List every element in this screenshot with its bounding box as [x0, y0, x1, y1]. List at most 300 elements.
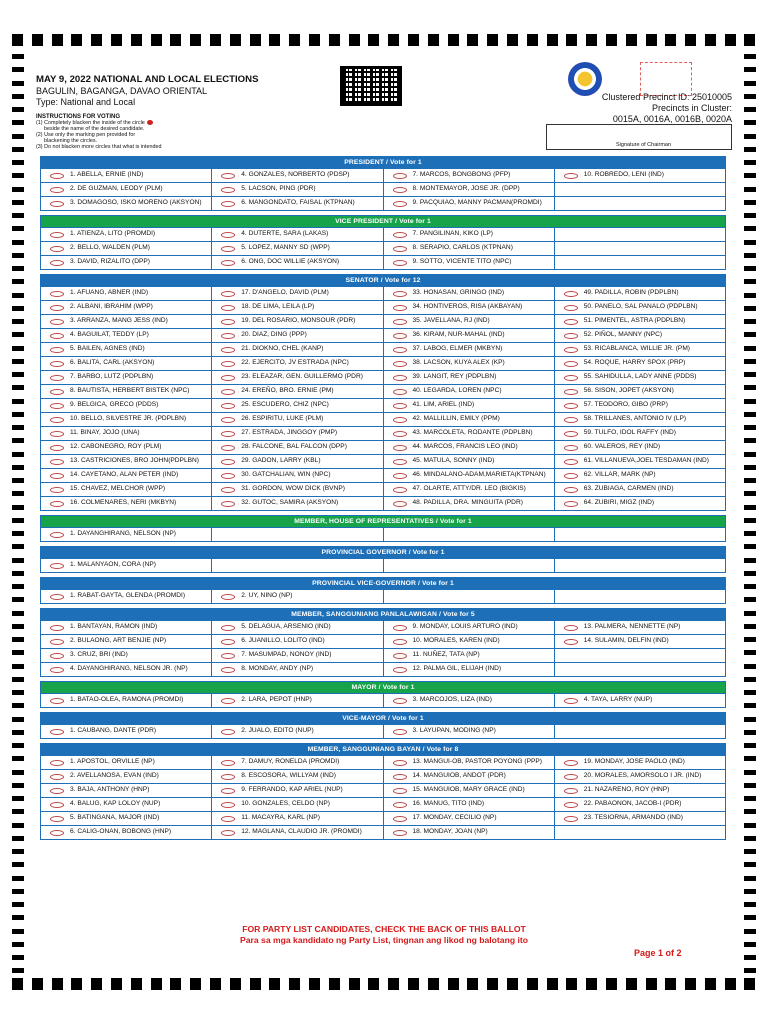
- timing-mark: [744, 293, 756, 298]
- timing-mark: [586, 34, 597, 46]
- vote-oval[interactable]: [50, 375, 64, 381]
- timing-mark: [744, 306, 756, 311]
- vote-oval[interactable]: [564, 347, 578, 353]
- vote-oval[interactable]: [393, 403, 407, 409]
- vote-oval[interactable]: [393, 291, 407, 297]
- vote-oval[interactable]: [393, 625, 407, 631]
- timing-mark: [685, 34, 696, 46]
- vote-oval[interactable]: [564, 333, 578, 339]
- vote-oval[interactable]: [564, 802, 578, 808]
- candidate-name: 1. DAYANGHIRANG, NELSON (NP): [70, 530, 177, 538]
- precinct-info: [512, 92, 732, 125]
- vote-oval[interactable]: [50, 201, 64, 207]
- candidate-cell: [554, 343, 725, 356]
- timing-mark: [744, 253, 756, 258]
- candidate-name: 4. BALUG, KAP LOLOY (NUP): [70, 800, 161, 808]
- timing-mark: [12, 253, 24, 258]
- vote-oval[interactable]: [50, 173, 64, 179]
- vote-oval[interactable]: [221, 333, 235, 339]
- candidate-name: 4. GONZALES, NORBERTO (PDSP): [241, 171, 350, 179]
- vote-oval[interactable]: [564, 473, 578, 479]
- timing-mark: [744, 412, 756, 417]
- vote-oval[interactable]: [50, 333, 64, 339]
- vote-oval[interactable]: [564, 788, 578, 794]
- vote-oval[interactable]: [50, 232, 64, 238]
- candidate-name: 25. ESCUDERO, CHIZ (NPC): [241, 401, 329, 409]
- candidate-name: 6. CALIG-ONAN, BOBONG (HNP): [70, 828, 172, 836]
- vote-oval[interactable]: [221, 347, 235, 353]
- vote-oval[interactable]: [393, 201, 407, 207]
- vote-oval[interactable]: [564, 445, 578, 451]
- timing-mark: [12, 478, 24, 483]
- vote-oval[interactable]: [564, 816, 578, 822]
- vote-oval[interactable]: [393, 788, 407, 794]
- vote-oval[interactable]: [564, 774, 578, 780]
- candidate-cell: [41, 301, 211, 314]
- vote-oval[interactable]: [221, 173, 235, 179]
- vote-oval[interactable]: [393, 698, 407, 704]
- timing-mark: [12, 319, 24, 324]
- vote-oval[interactable]: [50, 487, 64, 493]
- timing-mark: [111, 34, 122, 46]
- timing-mark: [368, 34, 379, 46]
- candidate-row: [41, 168, 725, 182]
- vote-oval[interactable]: [221, 667, 235, 673]
- timing-mark: [309, 978, 320, 990]
- timing-mark: [507, 978, 518, 990]
- vote-oval[interactable]: [50, 774, 64, 780]
- timing-mark: [725, 34, 736, 46]
- vote-oval[interactable]: [564, 319, 578, 325]
- candidate-name: 37. LABOG, ELMER (MKBYN): [412, 345, 503, 353]
- timing-mark: [744, 240, 756, 245]
- vote-oval[interactable]: [221, 232, 235, 238]
- candidate-name: 42. MALLILLIN, EMILY (PPM): [412, 415, 500, 423]
- vote-oval[interactable]: [393, 445, 407, 451]
- timing-mark: [12, 809, 24, 814]
- candidate-cell: [41, 441, 211, 454]
- empty-cell: [554, 649, 725, 662]
- vote-oval[interactable]: [221, 625, 235, 631]
- empty-cell: [554, 256, 725, 269]
- vote-oval[interactable]: [221, 501, 235, 507]
- ballot-body: [40, 156, 726, 844]
- vote-oval[interactable]: [564, 417, 578, 423]
- vote-oval[interactable]: [50, 501, 64, 507]
- timing-mark: [12, 862, 24, 867]
- candidate-name: 1. APOSTOL, ORVILLE (NP): [70, 758, 155, 766]
- timing-mark: [210, 34, 221, 46]
- candidate-row: [41, 527, 725, 541]
- candidate-cell: [554, 427, 725, 440]
- candidate-name: 10. BELLO, SILVESTRE JR. (PDPLBN): [70, 415, 187, 423]
- vote-oval[interactable]: [50, 788, 64, 794]
- timing-mark: [744, 650, 756, 655]
- candidate-row: [41, 482, 725, 496]
- timing-mark: [448, 34, 459, 46]
- vote-oval[interactable]: [564, 459, 578, 465]
- candidate-row: [41, 182, 725, 196]
- timing-mark: [12, 213, 24, 218]
- vote-oval[interactable]: [393, 729, 407, 735]
- candidate-name: 2. JUALO, EDITO (NUP): [241, 727, 314, 735]
- vote-oval[interactable]: [221, 445, 235, 451]
- timing-mark: [131, 978, 142, 990]
- vote-oval[interactable]: [221, 802, 235, 808]
- vote-oval[interactable]: [393, 417, 407, 423]
- candidate-name: 17. MONDAY, CECILIO (NP): [412, 814, 497, 822]
- candidate-cell: [554, 315, 725, 328]
- timing-mark: [744, 637, 756, 642]
- candidate-cell: [383, 169, 554, 182]
- candidate-cell: [383, 725, 554, 738]
- vote-oval[interactable]: [393, 639, 407, 645]
- vote-oval[interactable]: [393, 319, 407, 325]
- vote-oval[interactable]: [50, 417, 64, 423]
- candidate-row: [41, 314, 725, 328]
- vote-oval[interactable]: [393, 473, 407, 479]
- vote-oval[interactable]: [393, 830, 407, 836]
- vote-oval[interactable]: [393, 816, 407, 822]
- candidate-name: 14. CAYETANO, ALAN PETER (IND): [70, 471, 179, 479]
- vote-oval[interactable]: [393, 246, 407, 252]
- vote-oval[interactable]: [50, 187, 64, 193]
- vote-oval[interactable]: [393, 487, 407, 493]
- contest-section: [40, 546, 726, 573]
- candidate-name: 51. PIMENTEL, ASTRA (PDPLBN): [583, 317, 686, 325]
- timing-mark: [744, 717, 756, 722]
- vote-oval[interactable]: [221, 473, 235, 479]
- candidate-cell: [211, 649, 382, 662]
- candidate-cell: [41, 197, 211, 210]
- timing-mark: [744, 571, 756, 576]
- contest-header: MAYOR / Vote for 1: [41, 682, 725, 693]
- vote-oval[interactable]: [50, 667, 64, 673]
- vote-oval[interactable]: [393, 774, 407, 780]
- candidate-name: 26. ESPIRITU, LUKE (PLM): [241, 415, 324, 423]
- timing-mark: [12, 902, 24, 907]
- timing-mark: [744, 624, 756, 629]
- candidate-name: 4. TAYA, LARRY (NUP): [583, 696, 653, 704]
- instructions-title: INSTRUCTIONS FOR VOTING: [36, 114, 120, 120]
- vote-oval[interactable]: [393, 232, 407, 238]
- vote-oval[interactable]: [50, 816, 64, 822]
- timing-mark: [448, 978, 459, 990]
- vote-oval[interactable]: [50, 403, 64, 409]
- vote-oval[interactable]: [564, 639, 578, 645]
- candidate-name: 20. MORALES, AMORSOLO I JR. (IND): [583, 772, 702, 780]
- candidate-name: 20. DIAZ, DING (PPP): [241, 331, 307, 339]
- candidate-name: 23. TESIORNA, ARMANDO (IND): [583, 814, 683, 822]
- vote-oval[interactable]: [221, 774, 235, 780]
- vote-oval[interactable]: [393, 760, 407, 766]
- vote-oval[interactable]: [221, 319, 235, 325]
- candidate-name: 3. DOMAGOSO, ISKO MORENO (AKSYON): [70, 199, 202, 207]
- candidate-cell: [211, 469, 382, 482]
- candidate-name: 2. AVELLANOSA, EVAN (IND): [70, 772, 159, 780]
- vote-oval[interactable]: [50, 653, 64, 659]
- vote-oval[interactable]: [393, 361, 407, 367]
- candidate-cell: [383, 441, 554, 454]
- vote-oval[interactable]: [221, 698, 235, 704]
- candidate-name: 28. FALCONE, BAL FALCON (DPP): [241, 443, 347, 451]
- candidate-name: 35. JAVELLANA, RJ (IND): [412, 317, 490, 325]
- candidate-cell: [211, 621, 382, 634]
- vote-oval[interactable]: [50, 305, 64, 311]
- instructions-text: [36, 120, 306, 150]
- vote-oval[interactable]: [393, 459, 407, 465]
- vote-oval[interactable]: [564, 625, 578, 631]
- vote-oval[interactable]: [221, 639, 235, 645]
- candidate-cell: [211, 455, 382, 468]
- vote-oval[interactable]: [393, 375, 407, 381]
- party-list-notice: FOR PARTY LIST CANDIDATES, CHECK THE BACK OF THIS BALLOT: [242, 924, 526, 934]
- vote-oval[interactable]: [564, 501, 578, 507]
- vote-oval[interactable]: [50, 347, 64, 353]
- vote-oval[interactable]: [50, 802, 64, 808]
- vote-oval[interactable]: [564, 403, 578, 409]
- vote-oval[interactable]: [564, 291, 578, 297]
- vote-oval[interactable]: [221, 788, 235, 794]
- vote-oval[interactable]: [221, 260, 235, 266]
- candidate-cell: [383, 385, 554, 398]
- vote-oval[interactable]: [50, 532, 64, 538]
- timing-mark: [12, 385, 24, 390]
- candidate-cell: [41, 357, 211, 370]
- candidate-name: 14. MANGUIOB, ANDOT (PDR): [412, 772, 506, 780]
- vote-oval[interactable]: [50, 698, 64, 704]
- timing-mark: [12, 81, 24, 86]
- candidate-cell: [554, 385, 725, 398]
- timing-mark: [12, 796, 24, 801]
- candidate-cell: [554, 329, 725, 342]
- vote-oval[interactable]: [50, 594, 64, 600]
- ballot-header: [36, 74, 732, 154]
- vote-oval[interactable]: [564, 361, 578, 367]
- candidate-name: 22. EJERCITO, JV ESTRADA (NPC): [241, 359, 349, 367]
- election-location: BAGULIN, BAGANGA, DAVAO ORIENTAL: [36, 86, 208, 96]
- vote-oval[interactable]: [564, 389, 578, 395]
- timing-marks-right: [744, 54, 756, 974]
- candidate-name: 7. BARBO, LUTZ (PDPLBN): [70, 373, 154, 381]
- vote-oval[interactable]: [564, 173, 578, 179]
- vote-oval[interactable]: [50, 246, 64, 252]
- election-type: Type: National and Local: [36, 97, 136, 107]
- timing-mark: [744, 915, 756, 920]
- candidate-name: 52. PIÑOL, MANNY (NPC): [583, 331, 663, 339]
- sample-shaded-oval-icon: [147, 120, 153, 125]
- vote-oval[interactable]: [393, 653, 407, 659]
- instruction-line: (2) Use only the marking pen provided for: [36, 132, 136, 138]
- empty-cell: [554, 197, 725, 210]
- vote-oval[interactable]: [221, 760, 235, 766]
- timing-mark: [12, 889, 24, 894]
- candidate-name: 7. DAMUY, RONELDA (PROMDI): [241, 758, 340, 766]
- candidate-name: 54. ROQUE, HARRY SPOX (PRP): [583, 359, 686, 367]
- candidate-cell: [383, 756, 554, 769]
- candidate-name: 6. ONG, DOC WILLIE (AKSYON): [241, 258, 340, 266]
- candidate-cell: [554, 497, 725, 510]
- empty-cell: [554, 826, 725, 839]
- candidate-name: 3. CRUZ, BRI (IND): [70, 651, 128, 659]
- candidate-cell: [383, 812, 554, 825]
- candidate-row: [41, 634, 725, 648]
- vote-oval[interactable]: [50, 459, 64, 465]
- vote-oval[interactable]: [393, 501, 407, 507]
- vote-oval[interactable]: [221, 816, 235, 822]
- candidate-name: 13. PALMERA, NENNETTE (NP): [583, 623, 681, 631]
- candidate-name: 13. CASTRICIONES, BRO JOHN(PDPLBN): [70, 457, 199, 465]
- vote-oval[interactable]: [221, 729, 235, 735]
- candidate-name: 32. GUTOC, SAMIRA (AKSYON): [241, 499, 339, 507]
- vote-oval[interactable]: [221, 201, 235, 207]
- candidate-cell: [383, 455, 554, 468]
- timing-mark: [368, 978, 379, 990]
- candidate-cell: [41, 649, 211, 662]
- vote-oval[interactable]: [221, 291, 235, 297]
- vote-oval[interactable]: [221, 830, 235, 836]
- timing-mark: [12, 452, 24, 457]
- candidate-name: 34. HONTIVEROS, RISA (AKBAYAN): [412, 303, 523, 311]
- vote-oval[interactable]: [393, 260, 407, 266]
- vote-oval[interactable]: [393, 187, 407, 193]
- candidate-cell: [41, 784, 211, 797]
- candidate-cell: [41, 315, 211, 328]
- vote-oval[interactable]: [50, 563, 64, 569]
- vote-oval[interactable]: [50, 291, 64, 297]
- candidate-name: 5. LACSON, PING (PDR): [241, 185, 316, 193]
- candidate-row: [41, 342, 725, 356]
- candidate-name: 5. DELAGUA, ARSENIO (IND): [241, 623, 331, 631]
- candidate-name: 58. TRILLANES, ANTONIO IV (LP): [583, 415, 687, 423]
- candidate-row: [41, 496, 725, 510]
- timing-mark: [131, 34, 142, 46]
- vote-oval[interactable]: [50, 830, 64, 836]
- timing-mark: [744, 597, 756, 602]
- candidate-cell: [383, 197, 554, 210]
- empty-cell: [554, 242, 725, 255]
- vote-oval[interactable]: [564, 760, 578, 766]
- vote-oval[interactable]: [50, 473, 64, 479]
- vote-oval[interactable]: [221, 653, 235, 659]
- vote-oval[interactable]: [393, 431, 407, 437]
- vote-oval[interactable]: [221, 187, 235, 193]
- vote-oval[interactable]: [564, 698, 578, 704]
- vote-oval[interactable]: [221, 431, 235, 437]
- timing-mark: [12, 978, 23, 990]
- candidate-name: 44. MARCOS, FRANCIS LEO (IND): [412, 443, 518, 451]
- vote-oval[interactable]: [564, 487, 578, 493]
- vote-oval[interactable]: [221, 487, 235, 493]
- timing-mark: [91, 978, 102, 990]
- timing-mark: [12, 399, 24, 404]
- vote-oval[interactable]: [393, 802, 407, 808]
- candidate-cell: [211, 183, 382, 196]
- timing-mark: [744, 876, 756, 881]
- vote-oval[interactable]: [50, 361, 64, 367]
- timing-mark: [527, 978, 538, 990]
- vote-oval[interactable]: [50, 639, 64, 645]
- candidate-name: 15. MANGUIOB, MARY GRACE (IND): [412, 786, 525, 794]
- candidate-cell: [554, 455, 725, 468]
- vote-oval[interactable]: [564, 375, 578, 381]
- vote-oval[interactable]: [221, 459, 235, 465]
- timing-mark: [12, 359, 24, 364]
- candidate-name: 27. ESTRADA, JINGGOY (PMP): [241, 429, 338, 437]
- empty-cell: [383, 559, 554, 572]
- timing-mark: [487, 978, 498, 990]
- candidate-cell: [554, 812, 725, 825]
- timing-mark: [12, 200, 24, 205]
- vote-oval[interactable]: [393, 305, 407, 311]
- timing-mark: [744, 147, 756, 152]
- empty-cell: [554, 725, 725, 738]
- vote-oval[interactable]: [393, 347, 407, 353]
- vote-oval[interactable]: [221, 417, 235, 423]
- candidate-cell: [41, 228, 211, 241]
- timing-mark: [744, 213, 756, 218]
- timing-mark: [52, 978, 63, 990]
- candidate-cell: [41, 256, 211, 269]
- vote-oval[interactable]: [393, 333, 407, 339]
- candidate-name: 10. ROBREDO, LENI (IND): [583, 171, 664, 179]
- candidate-cell: [211, 784, 382, 797]
- timing-mark: [309, 34, 320, 46]
- timing-mark: [744, 173, 756, 178]
- contest-section: [40, 156, 726, 211]
- vote-oval[interactable]: [393, 667, 407, 673]
- candidate-cell: [383, 826, 554, 839]
- candidate-row: [41, 370, 725, 384]
- candidate-name: 12. CABONEGRO, ROY (PLM): [70, 443, 162, 451]
- vote-oval[interactable]: [221, 594, 235, 600]
- vote-oval[interactable]: [50, 625, 64, 631]
- vote-oval[interactable]: [564, 431, 578, 437]
- vote-oval[interactable]: [50, 319, 64, 325]
- timing-mark: [527, 34, 538, 46]
- vote-oval[interactable]: [221, 389, 235, 395]
- vote-oval[interactable]: [393, 389, 407, 395]
- timing-mark: [12, 465, 24, 470]
- timing-mark: [12, 849, 24, 854]
- candidate-cell: [211, 197, 382, 210]
- vote-oval[interactable]: [50, 389, 64, 395]
- vote-oval[interactable]: [50, 431, 64, 437]
- candidate-cell: [41, 427, 211, 440]
- candidate-cell: [383, 357, 554, 370]
- vote-oval[interactable]: [221, 246, 235, 252]
- vote-oval[interactable]: [564, 305, 578, 311]
- candidate-name: 64. ZUBIRI, MIGZ (IND): [583, 499, 655, 507]
- vote-oval[interactable]: [221, 403, 235, 409]
- vote-oval[interactable]: [50, 729, 64, 735]
- candidate-name: 3. LAYUPAN, MODING (NP): [412, 727, 496, 735]
- vote-oval[interactable]: [50, 760, 64, 766]
- candidate-name: 61. VILLANUEVA,JOEL TESDAMAN (IND): [583, 457, 709, 465]
- vote-oval[interactable]: [221, 375, 235, 381]
- candidate-cell: [211, 770, 382, 783]
- candidate-cell: [383, 413, 554, 426]
- candidate-cell: [383, 663, 554, 676]
- candidate-cell: [211, 301, 382, 314]
- vote-oval[interactable]: [50, 260, 64, 266]
- vote-oval[interactable]: [221, 361, 235, 367]
- timing-mark: [626, 34, 637, 46]
- vote-oval[interactable]: [50, 445, 64, 451]
- vote-oval[interactable]: [221, 305, 235, 311]
- vote-oval[interactable]: [393, 173, 407, 179]
- candidate-row: [41, 300, 725, 314]
